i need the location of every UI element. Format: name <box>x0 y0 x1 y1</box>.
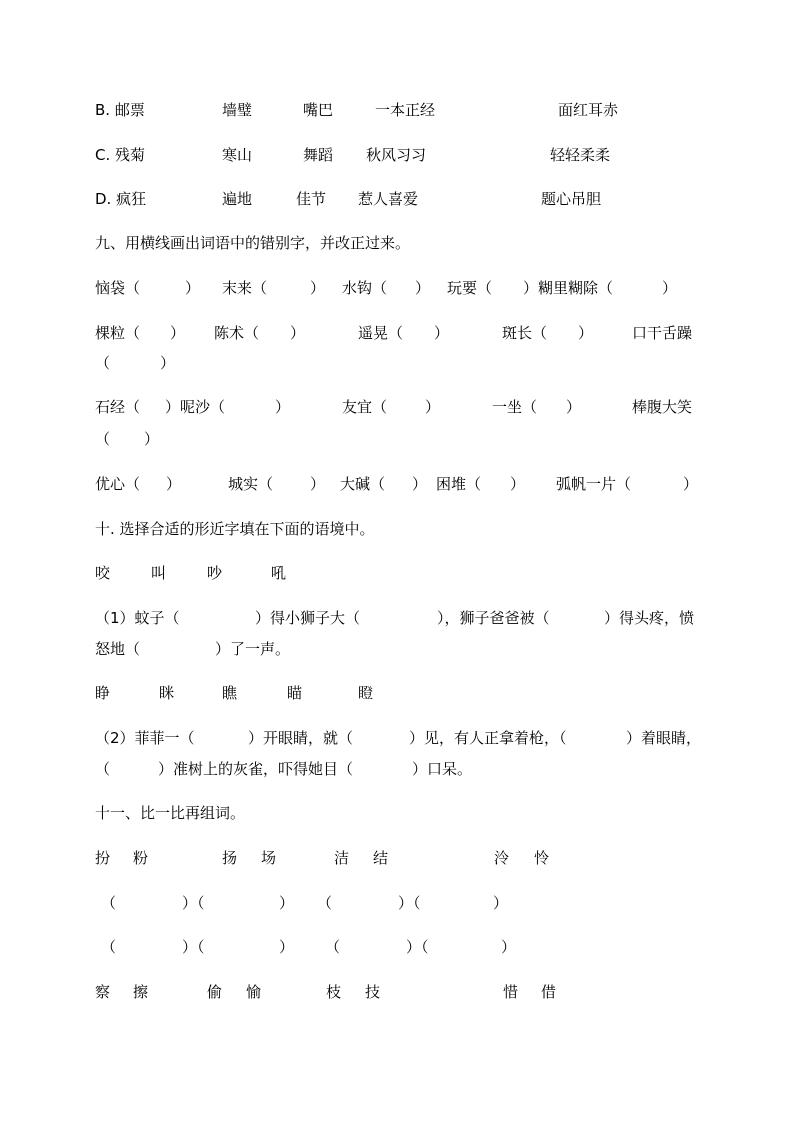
text-fragment: ）得小狮子大（ <box>255 609 361 627</box>
text-fragment: （1）蚊子（ <box>95 609 180 627</box>
text-fragment: ）口呆。 <box>412 760 473 778</box>
text-fragment: 秋风习习 <box>366 146 427 164</box>
text-fragment: ）（ <box>406 938 429 956</box>
text-fragment: ） <box>566 398 582 416</box>
text-fragment: 水钩（ <box>342 279 388 297</box>
text-fragment: ）（ <box>182 938 205 956</box>
text-fragment: 睁 <box>95 684 111 702</box>
text-fragment: ） <box>683 475 699 493</box>
text-fragment: 瞪 <box>358 684 374 702</box>
text-fragment: 擦 <box>133 983 149 1001</box>
text-fragment: 场 <box>261 849 277 867</box>
text-fragment: ） <box>662 279 678 297</box>
text-fragment: 末来（ <box>222 279 268 297</box>
text-fragment: 叫 <box>151 564 167 582</box>
text-fragment: ） <box>160 354 176 372</box>
text-fragment: ） <box>310 279 326 297</box>
text-fragment: （ <box>95 354 111 372</box>
text-fragment: 十一、比一比再组词。 <box>95 804 246 822</box>
text-fragment: 困堆（ <box>436 475 482 493</box>
text-fragment: （ <box>95 760 111 778</box>
text-fragment: 眯 <box>159 684 175 702</box>
text-fragment: 斑长（ <box>502 324 548 342</box>
text-fragment: ）呢沙（ <box>165 398 226 416</box>
text-fragment: 墙璧 <box>222 101 253 119</box>
text-fragment: 轻轻柔柔 <box>550 146 611 164</box>
text-fragment: 棒腹大笑 <box>632 398 693 416</box>
text-fragment: B. 邮票 <box>95 101 145 119</box>
text-fragment: （ <box>101 938 117 956</box>
text-fragment: 陈术（ <box>214 324 260 342</box>
text-fragment: 枝 <box>326 983 342 1001</box>
text-fragment: 一坐（ <box>492 398 538 416</box>
text-fragment: （ <box>317 894 333 912</box>
text-fragment: C. 残菊 <box>95 146 146 164</box>
text-fragment: ） <box>185 279 201 297</box>
text-fragment: 惜 <box>503 983 519 1001</box>
text-fragment: （ <box>95 430 111 448</box>
text-fragment: （ <box>101 894 117 912</box>
text-fragment: 寒山 <box>222 146 253 164</box>
text-fragment: ） <box>510 475 526 493</box>
text-fragment: 石经（ <box>95 398 141 416</box>
text-fragment: 十. 选择合适的形近字填在下面的语境中。 <box>95 520 375 538</box>
text-fragment: ） <box>144 430 160 448</box>
text-fragment: 怒地（ <box>95 640 141 658</box>
text-fragment: 佳节 <box>296 190 327 208</box>
text-fragment: 大碱（ <box>340 475 386 493</box>
text-fragment: 舞蹈 <box>303 146 334 164</box>
text-fragment: 友宜（ <box>342 398 388 416</box>
text-fragment: 泠 <box>494 849 510 867</box>
text-fragment: 瞧 <box>222 684 238 702</box>
text-fragment: 愉 <box>246 983 262 1001</box>
text-fragment: 九、用横线画出词语中的错别字，并改正过来。 <box>95 234 411 252</box>
text-fragment: ）见，有人正拿着枪，（ <box>409 729 567 747</box>
text-fragment: ） <box>425 398 441 416</box>
text-fragment: 嘴巴 <box>303 101 334 119</box>
text-fragment: 洁 <box>334 849 350 867</box>
text-fragment: ）糊里糊除（ <box>523 279 614 297</box>
text-fragment: 结 <box>373 849 389 867</box>
text-fragment: ）了一声。 <box>215 640 291 658</box>
text-fragment: 题心吊胆 <box>541 190 602 208</box>
text-fragment: ） <box>275 398 291 416</box>
text-fragment: 遍地 <box>222 190 253 208</box>
text-fragment: （2）菲菲一（ <box>95 729 195 747</box>
text-fragment: 棵粒（ <box>95 324 141 342</box>
text-fragment: ） <box>166 475 182 493</box>
text-fragment: 一本正经 <box>375 101 436 119</box>
text-fragment: ） <box>501 938 517 956</box>
text-fragment: ），狮子爸爸被（ <box>437 609 550 627</box>
text-fragment: ） <box>578 324 594 342</box>
text-fragment: 察 <box>95 983 111 1001</box>
text-fragment: 吵 <box>207 564 223 582</box>
text-fragment: 城实（ <box>228 475 274 493</box>
text-fragment: 粉 <box>133 849 149 867</box>
text-fragment: 口干舌躁 <box>632 324 693 342</box>
text-fragment: 扬 <box>222 849 238 867</box>
text-fragment: 面红耳赤 <box>558 101 619 119</box>
text-fragment: ） <box>415 279 431 297</box>
text-fragment: D. 疯狂 <box>95 190 147 208</box>
text-fragment: 遥晃（ <box>358 324 404 342</box>
text-fragment: ）（ <box>398 894 421 912</box>
text-fragment: 恼袋（ <box>95 279 141 297</box>
text-fragment: ） <box>290 324 306 342</box>
text-fragment: 技 <box>365 983 381 1001</box>
text-fragment: ）开眼睛，就（ <box>248 729 354 747</box>
text-fragment: 瞄 <box>287 684 303 702</box>
text-fragment: ） <box>310 475 326 493</box>
text-fragment: ）着眼睛， <box>626 729 702 747</box>
text-fragment: 偷 <box>207 983 223 1001</box>
text-fragment: 借 <box>541 983 557 1001</box>
text-fragment: 弧帆一片（ <box>556 475 632 493</box>
text-fragment: ）准树上的灰雀，吓得她目（ <box>158 760 354 778</box>
text-fragment: ） <box>434 324 450 342</box>
text-fragment: 怜 <box>534 849 550 867</box>
text-fragment: ） <box>493 894 509 912</box>
text-fragment: ） <box>279 894 295 912</box>
text-fragment: 扮 <box>95 849 111 867</box>
text-fragment: ） <box>412 475 428 493</box>
text-fragment: ）（ <box>182 894 205 912</box>
text-fragment: 咬 <box>95 564 111 582</box>
text-fragment: 惹人喜爱 <box>358 190 419 208</box>
text-fragment: 吼 <box>271 564 287 582</box>
text-fragment: 玩要（ <box>447 279 493 297</box>
text-fragment: ）得头疼，愤 <box>604 609 695 627</box>
text-fragment: 优心（ <box>95 475 141 493</box>
text-fragment: （ <box>325 938 341 956</box>
text-fragment: ） <box>170 324 186 342</box>
text-fragment: ） <box>279 938 295 956</box>
